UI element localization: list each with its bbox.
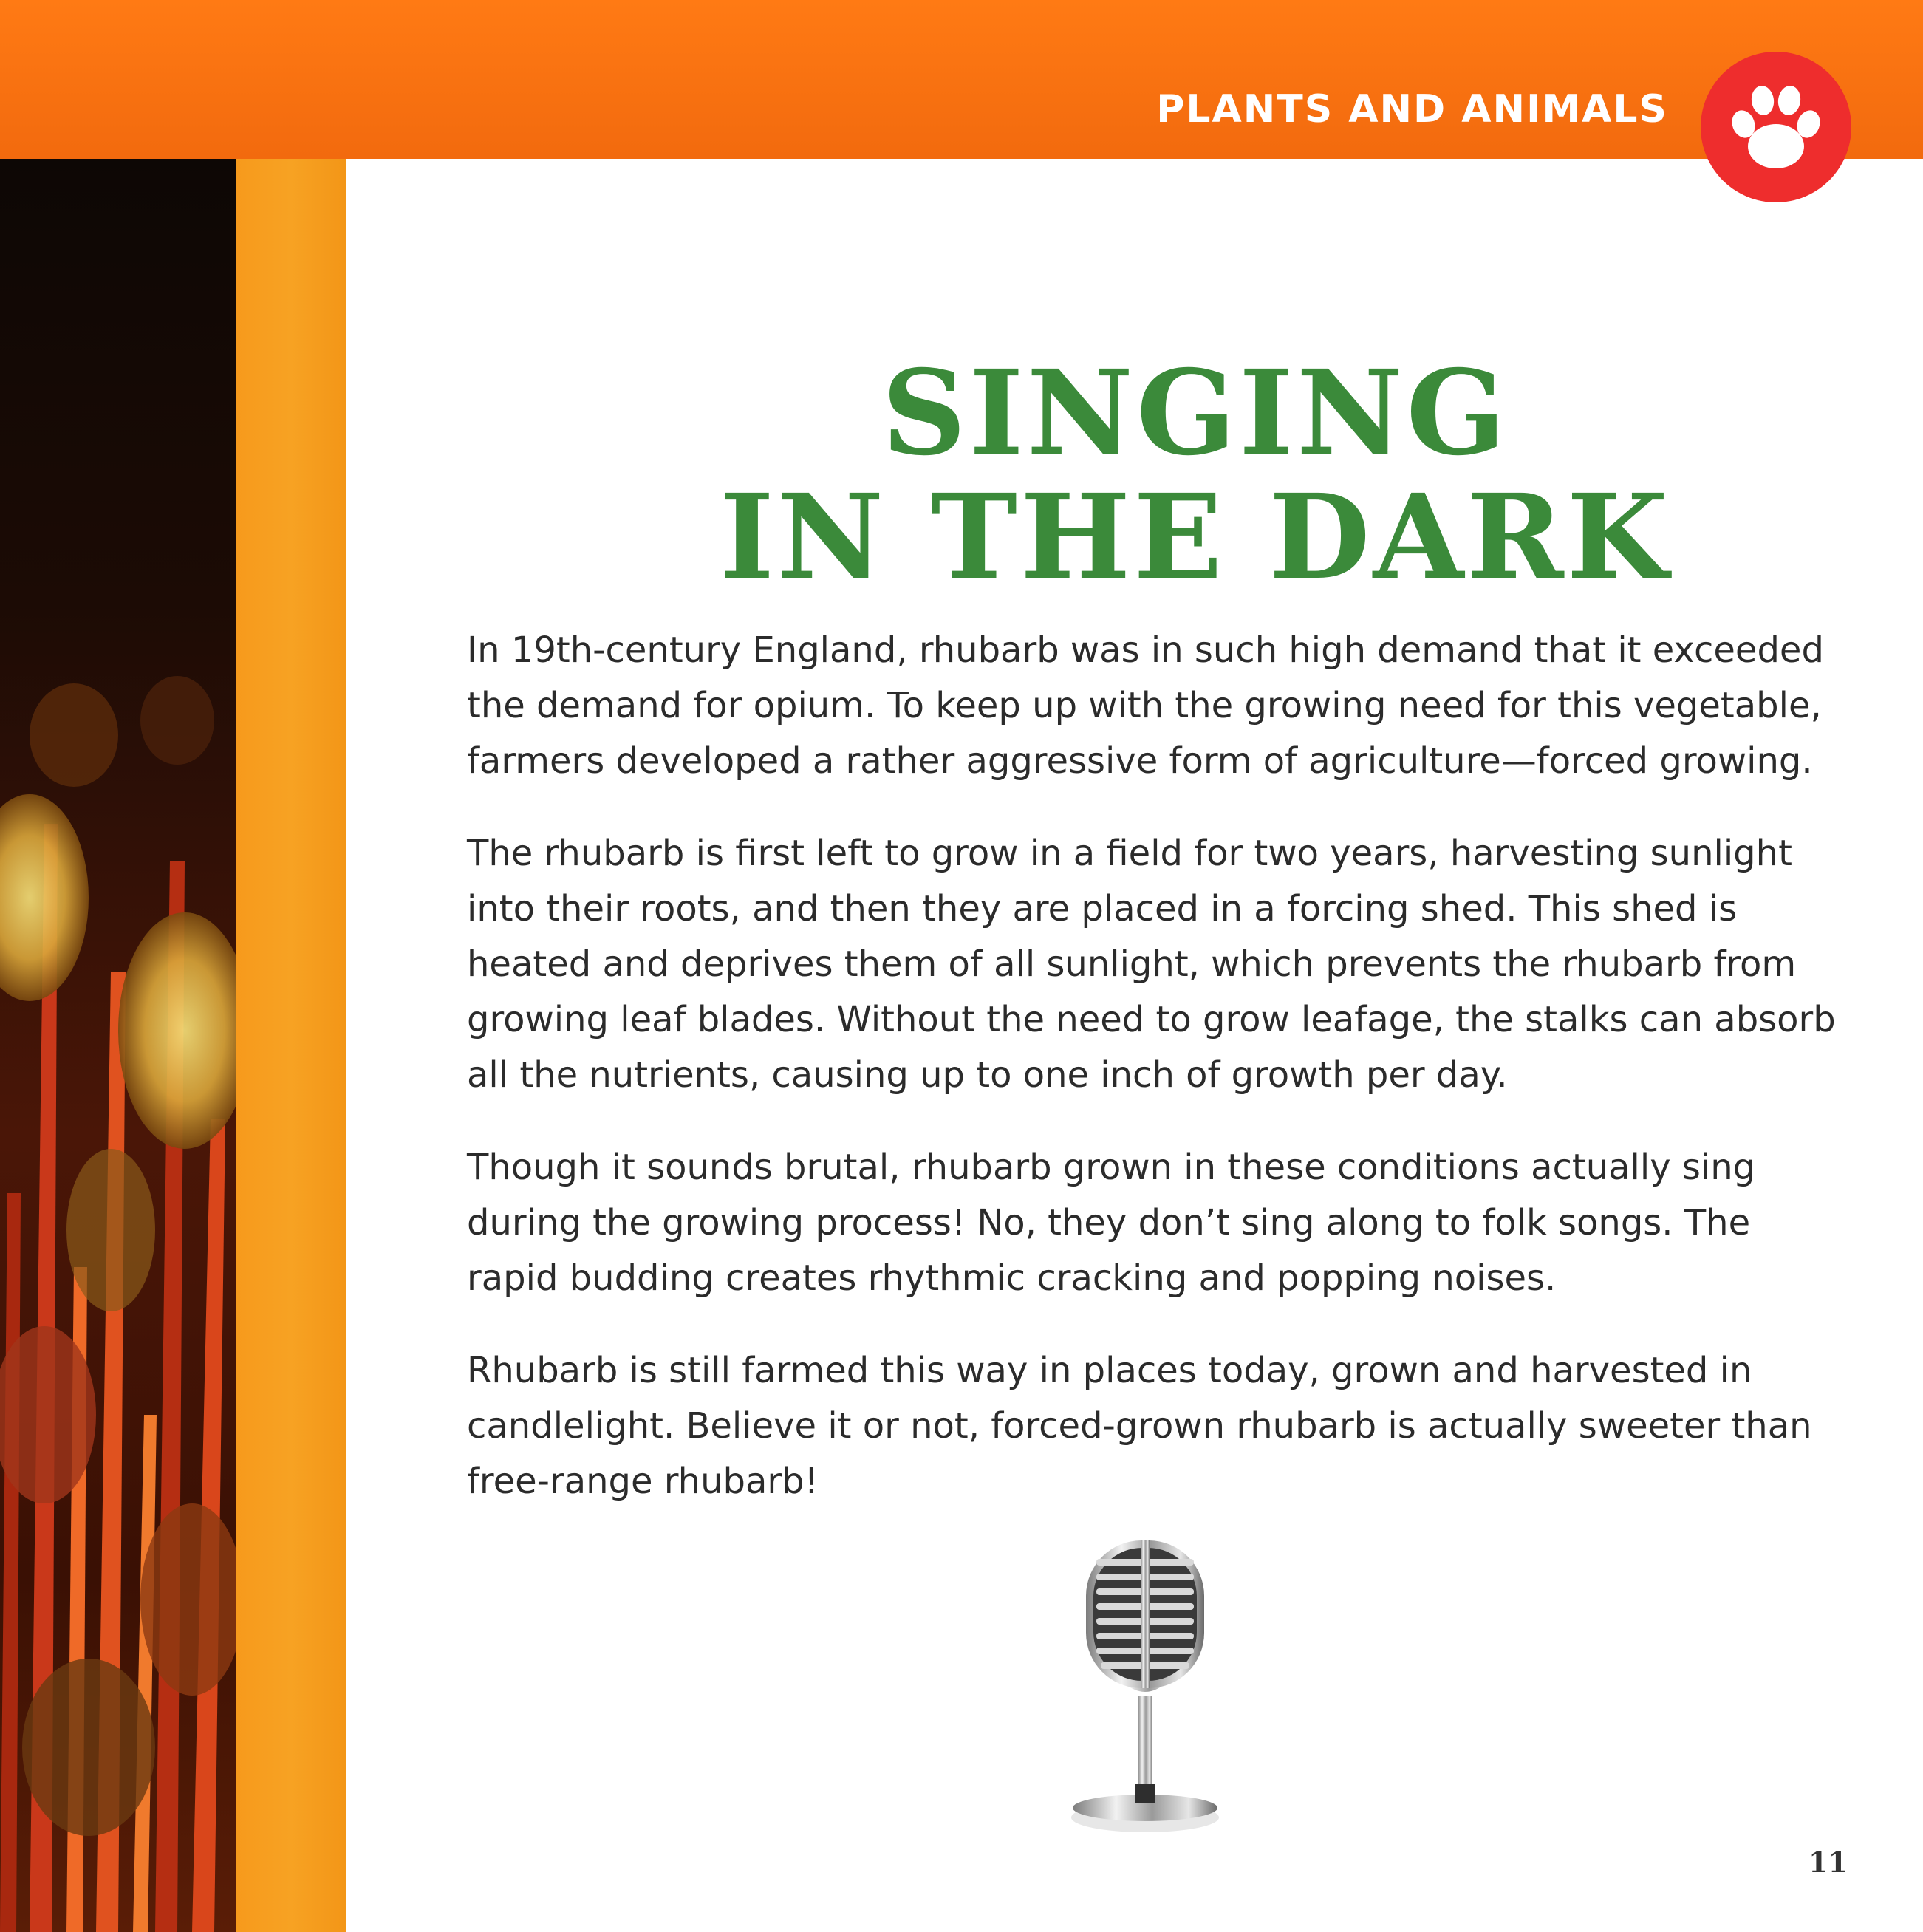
orange-stripe [236, 159, 346, 1932]
paragraph-1: In 19th-century England, rhubarb was in such high demand that it exceeded the demand for opium. To keep up with the growing need for this vegetable, farmers developed a rather aggressive form of agriculture—forced growing. [467, 629, 1824, 782]
paragraph-3: Though it sounds brutal, rhubarb grown in these conditions actually sing during the growing process! No, they don’t sing along to folk songs. The rapid budding creates rhythmic cracking and popping noises. [467, 1147, 1756, 1299]
microphone-illustration [1064, 1533, 1226, 1843]
title-line-2: IN THE DARK [720, 468, 1671, 606]
title-line-1: SINGING [881, 344, 1509, 482]
section-label: PLANTS AND ANIMALS [1156, 87, 1668, 132]
paw-print-icon [1701, 52, 1851, 202]
paragraph-2: The rhubarb is first left to grow in a field for two years, harvesting sunlight into their roots, and then they are placed in a forcing shed. This shed is heated and deprives them of all sunlight, which prevents the rhubarb from growing leaf blades. Without the need to grow leafage, the stalks can absorb all the nutrients, causing up to one inch of growth per day. [467, 833, 1836, 1096]
paragraph-4: Rhubarb is still farmed this way in places today, grown and harvested in candlelight. Believe it or not, forced-grown rhubarb is actually sweeter than free-range rhubarb! [467, 1350, 1812, 1502]
page-title [641, 344, 1749, 606]
article-body [467, 623, 1841, 1546]
header-band [0, 0, 1923, 159]
rhubarb-photo [0, 159, 236, 1932]
page-number: 11 [1808, 1846, 1848, 1879]
